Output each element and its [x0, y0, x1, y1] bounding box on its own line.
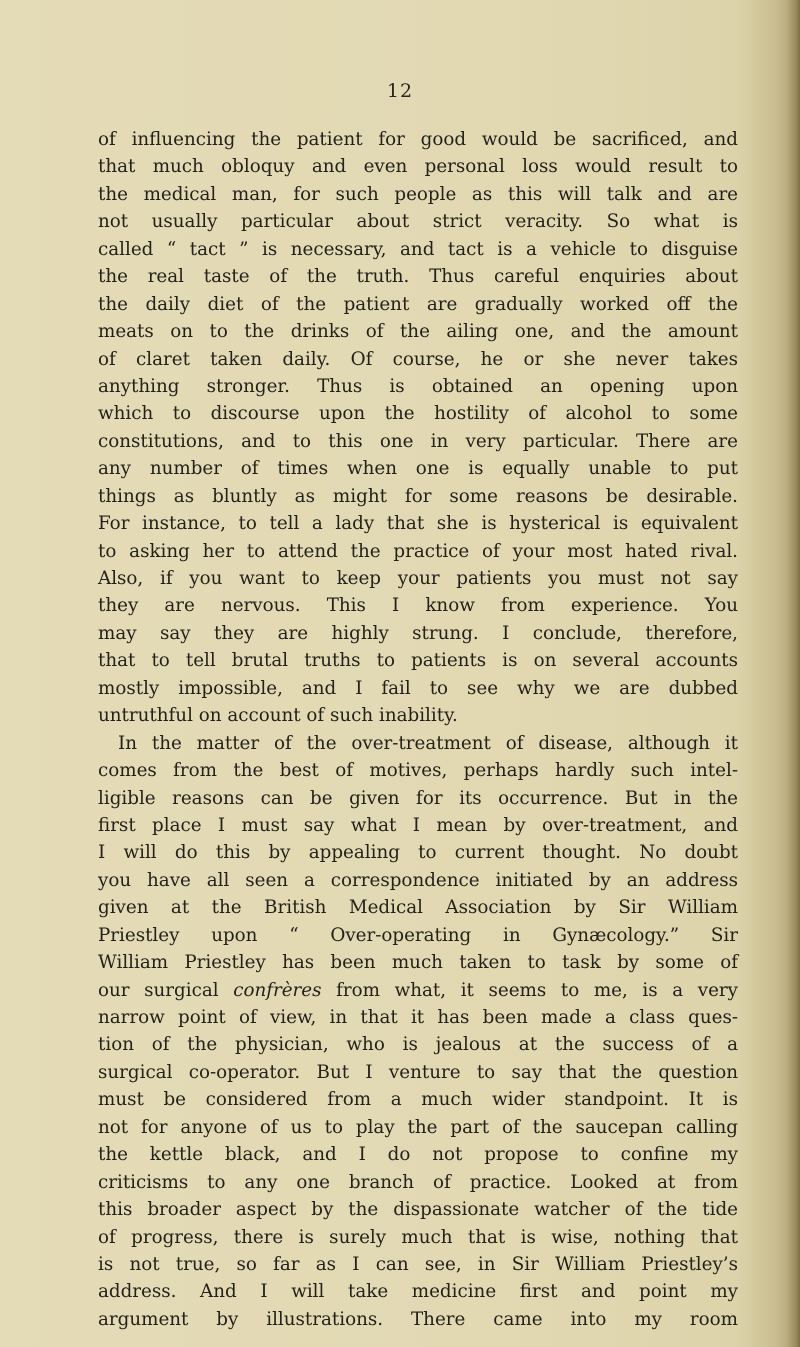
text-line: called “ tact ” is necessary, and tact is a vehicle to disguise	[98, 238, 738, 260]
text-line: that to tell brutal truths to patients is on several accounts	[98, 650, 738, 672]
text-line: narrow point of view, in that it has been made a class ques-	[98, 1007, 738, 1028]
text-line: I will do this by appealing to current thought. No doubt	[98, 842, 738, 864]
text-line: of progress, there is surely much that is wise, nothing that	[98, 1226, 738, 1248]
text-line: this broader aspect by the dispassionate watcher of the tide	[98, 1199, 738, 1221]
text-line: untruthful on account of such inability.	[98, 705, 458, 727]
text-line: In the matter of the over-treatment of disease, although it	[118, 732, 738, 754]
text-line: not for anyone of us to play the part of the saucepan calling	[98, 1116, 738, 1138]
text-line: not usually particular about strict veracity. So what is	[98, 211, 738, 233]
text-line: the daily diet of the patient are gradually worked off the	[98, 293, 738, 315]
text-line: the real taste of the truth. Thus careful enquiries about	[98, 266, 738, 288]
text-segment: from what, it seems to me, is a very	[336, 979, 739, 1001]
text-line: you have all seen a correspondence initiated by an address	[98, 869, 738, 891]
text-line: anything stronger. Thus is obtained an opening upon	[98, 375, 738, 397]
text-line: is not true, so far as I can see, in Sir William Priestley’s	[98, 1253, 738, 1275]
text-line: of claret taken daily. Of course, he or she never takes	[98, 348, 738, 370]
page-number: 12	[386, 80, 414, 102]
text-line: any number of times when one is equally unable to put	[98, 458, 738, 480]
text-line: to asking her to attend the practice of your most hated rival.	[98, 540, 738, 562]
body-text	[98, 126, 738, 1333]
text-line: argument by illustrations. There came into my room	[98, 1308, 738, 1330]
text-line: things as bluntly as might for some reasons be desirable.	[98, 485, 738, 507]
text-line: address. And I will take medicine first and point my	[98, 1281, 738, 1303]
text-line: comes from the best of motives, perhaps hardly such intel-	[98, 760, 738, 782]
text-line: of influencing the patient for good would be sacrificed, and	[98, 129, 738, 150]
text-line: first place I must say what I mean by over-treatment, and	[98, 814, 738, 836]
italic-term: confrères	[233, 979, 322, 1001]
text-line: Also, if you want to keep your patients you must not say	[98, 568, 738, 589]
text-line: tion of the physician, who is jealous at the success of a	[98, 1034, 738, 1056]
text-line: meats on to the drinks of the ailing one, and the amount	[98, 321, 738, 343]
text-line: which to discourse upon the hostility of alcohol to some	[98, 403, 738, 425]
text-line: given at the British Medical Association by Sir William	[98, 897, 738, 919]
text-line-mixed	[98, 977, 738, 1004]
text-line: the kettle black, and I do not propose to confine my	[98, 1144, 738, 1166]
text-line: that much obloquy and even personal loss would result to	[98, 156, 738, 178]
page-edge-shadow	[786, 0, 800, 1347]
text-line: mostly impossible, and I fail to see why we are dubbed	[98, 677, 738, 699]
text-line: For instance, to tell a lady that she is hysterical is equivalent	[98, 513, 738, 535]
text-line: criticisms to any one branch of practice. Looked at from	[98, 1171, 738, 1193]
text-line: must be considered from a much wider standpoint. It is	[98, 1089, 738, 1111]
text-line: constitutions, and to this one in very particular. There are	[98, 430, 738, 452]
text-line: ligible reasons can be given for its occurrence. But in the	[98, 787, 738, 809]
text-line: Priestley upon “ Over-operating in Gynæcology.” Sir	[98, 924, 738, 946]
text-line: the medical man, for such people as this will talk and are	[98, 183, 738, 205]
text-line: may say they are highly strung. I conclude, therefore,	[98, 622, 738, 644]
text-line: William Priestley has been much taken to task by some of	[98, 952, 738, 974]
text-segment: our surgical	[98, 979, 219, 1001]
text-line: they are nervous. This I know from experience. You	[98, 595, 738, 617]
text-line: surgical co-operator. But I venture to say that the question	[98, 1061, 738, 1083]
